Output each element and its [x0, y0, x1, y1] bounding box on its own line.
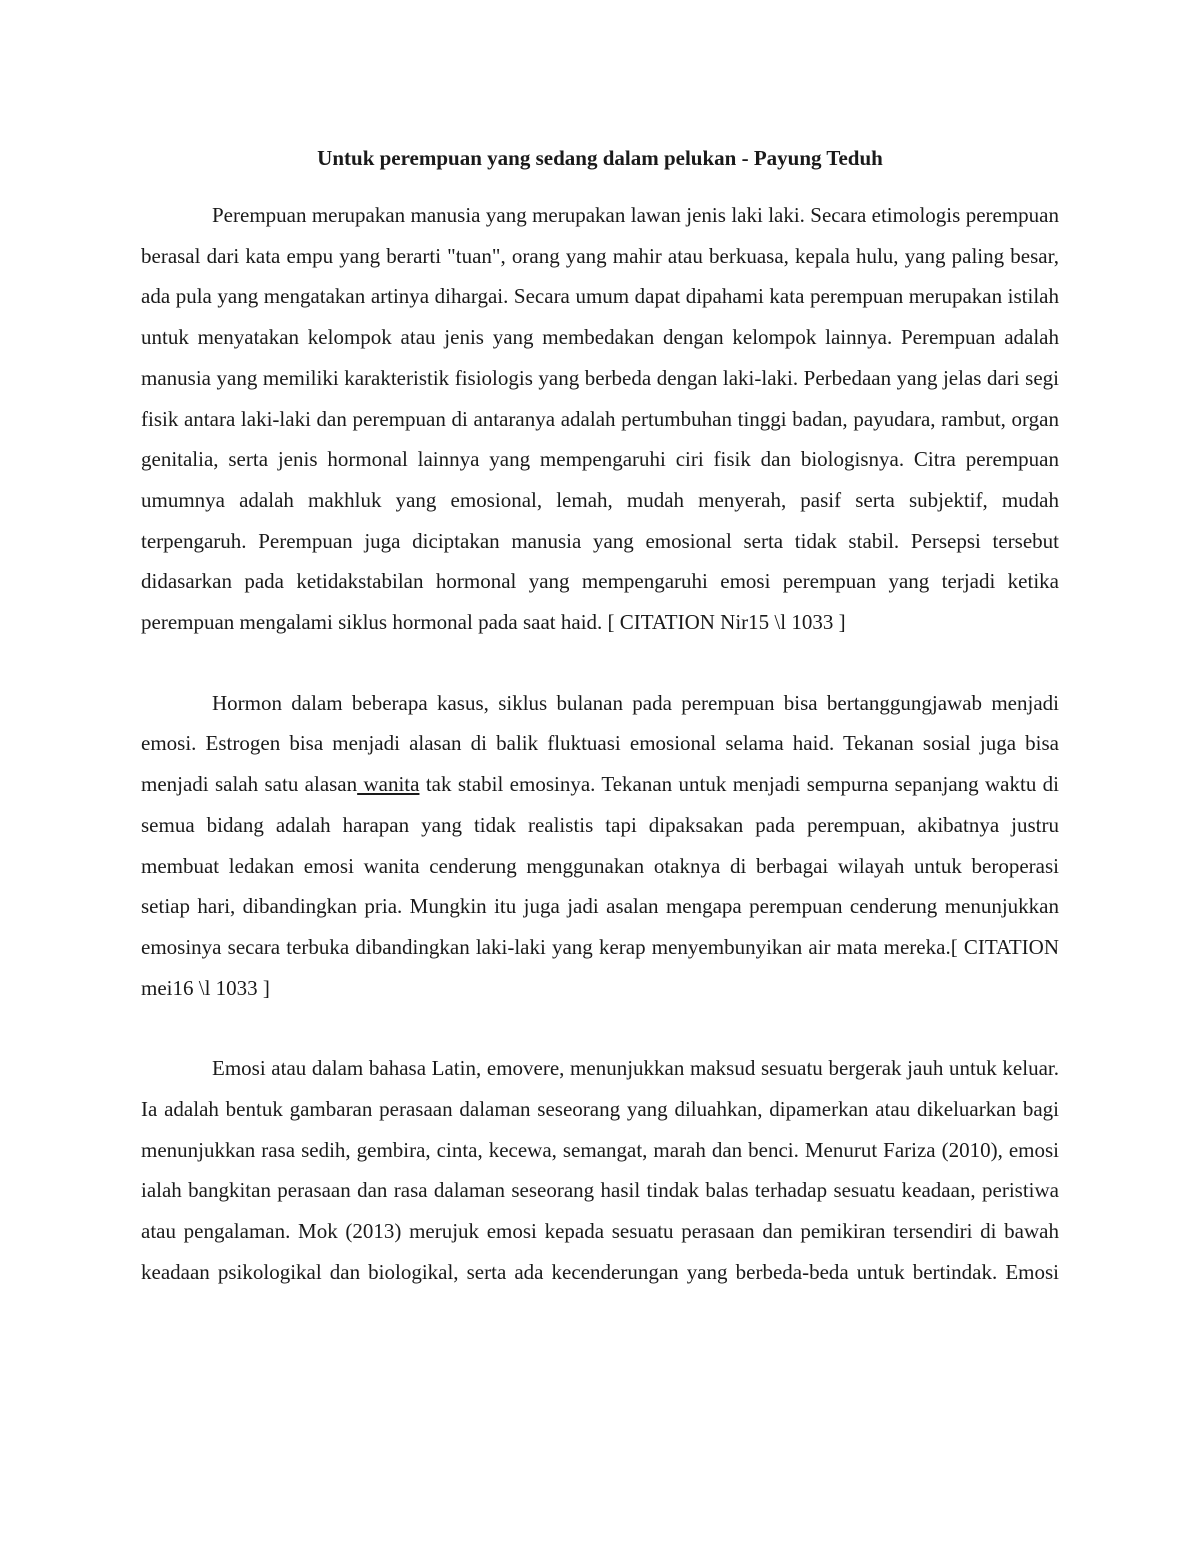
- paragraph-1-text: Perempuan merupakan manusia yang merupakan lawan jenis laki laki. Secara etimologis perempuan berasal dari kata empu yang berarti "tuan", orang yang mahir atau berkuasa, kepala hulu, yang paling besar, ada pula yang mengatakan artinya dihargai. Secara umum dapat dipahami kata perempuan merupakan istilah untuk menyatakan kelompok atau jenis yang membedakan dengan kelompok lainnya. Perempuan adalah manusia yang memiliki karakteristik fisiologis yang berbeda dengan laki-laki. Perbedaan yang jelas dari segi fisik antara laki-laki dan perempuan di antaranya adalah pertumbuhan tinggi badan, payudara, rambut, organ genitalia, serta jenis hormonal lainnya yang mempengaruhi ciri fisik dan biologisnya. Citra perempuan umumnya adalah makhluk yang emosional, lemah, mudah menyerah, pasif serta subjektif, mudah terpengaruh. Perempuan juga diciptakan manusia yang emosional serta tidak stabil. Persepsi tersebut didasarkan pada ketidakstabilan hormonal yang mempengaruhi emosi perempuan yang terjadi ketika perempuan mengalami siklus hormonal pada saat haid.: [141, 203, 1059, 635]
- underlined-word: wanita: [357, 772, 420, 797]
- paragraph-2: [141, 683, 1059, 1009]
- paragraph-3: [141, 1048, 1059, 1292]
- document-title: Untuk perempuan yang sedang dalam pelukan - Payung Teduh: [317, 146, 883, 170]
- citation-field: [ CITATION mei16 \l 1033 ]: [141, 934, 1059, 1000]
- paragraph-2-text-start: Hormon dalam beberapa kasus, siklus bulanan pada perempuan bisa bertanggungjawab menjadi emosi. Estrogen bisa menjadi alasan di balik fluktuasi emosional selama haid. Tekanan sosial juga bisa menjadi salah satu alasan: [141, 690, 1059, 797]
- citation-field: [ CITATION Nir15 \l 1033 ]: [607, 610, 846, 635]
- document-page: [141, 140, 1059, 1293]
- paragraph-2-text-end: tak stabil emosinya. Tekanan untuk menjadi sempurna sepanjang waktu di semua bidang adalah harapan yang tidak realistis tapi dipaksakan pada perempuan, akibatnya justru membuat ledakan emosi wanita cenderung menggunakan otaknya di berbagai wilayah untuk beroperasi setiap hari, dibandingkan pria. Mungkin itu juga jadi asalan mengapa perempuan cenderung menunjukkan emosinya secara terbuka dibandingkan laki-laki yang kerap menyembunyikan air mata mereka.: [141, 772, 1060, 959]
- paragraph-1: [141, 195, 1059, 643]
- paragraph-3-text: Emosi atau dalam bahasa Latin, emovere, menunjukkan maksud sesuatu bergerak jauh untuk keluar. Ia adalah bentuk gambaran perasaan dalaman seseorang yang diluahkan, dipamerkan atau dikeluarkan bagi menunjukkan rasa sedih, gembira, cinta, kecewa, semangat, marah dan benci. Menurut Fariza (2010), emosi ialah bangkitan perasaan dan rasa dalaman seseorang hasil tindak balas terhadap sesuatu keadaan, peristiwa atau pengalaman. Mok (2013) merujuk emosi kepada sesuatu perasaan dan pemikiran tersendiri di bawah keadaan psikologikal dan biologikal, serta ada kecenderungan yang berbeda-beda untuk bertindak. Emosi: [141, 1056, 1059, 1284]
